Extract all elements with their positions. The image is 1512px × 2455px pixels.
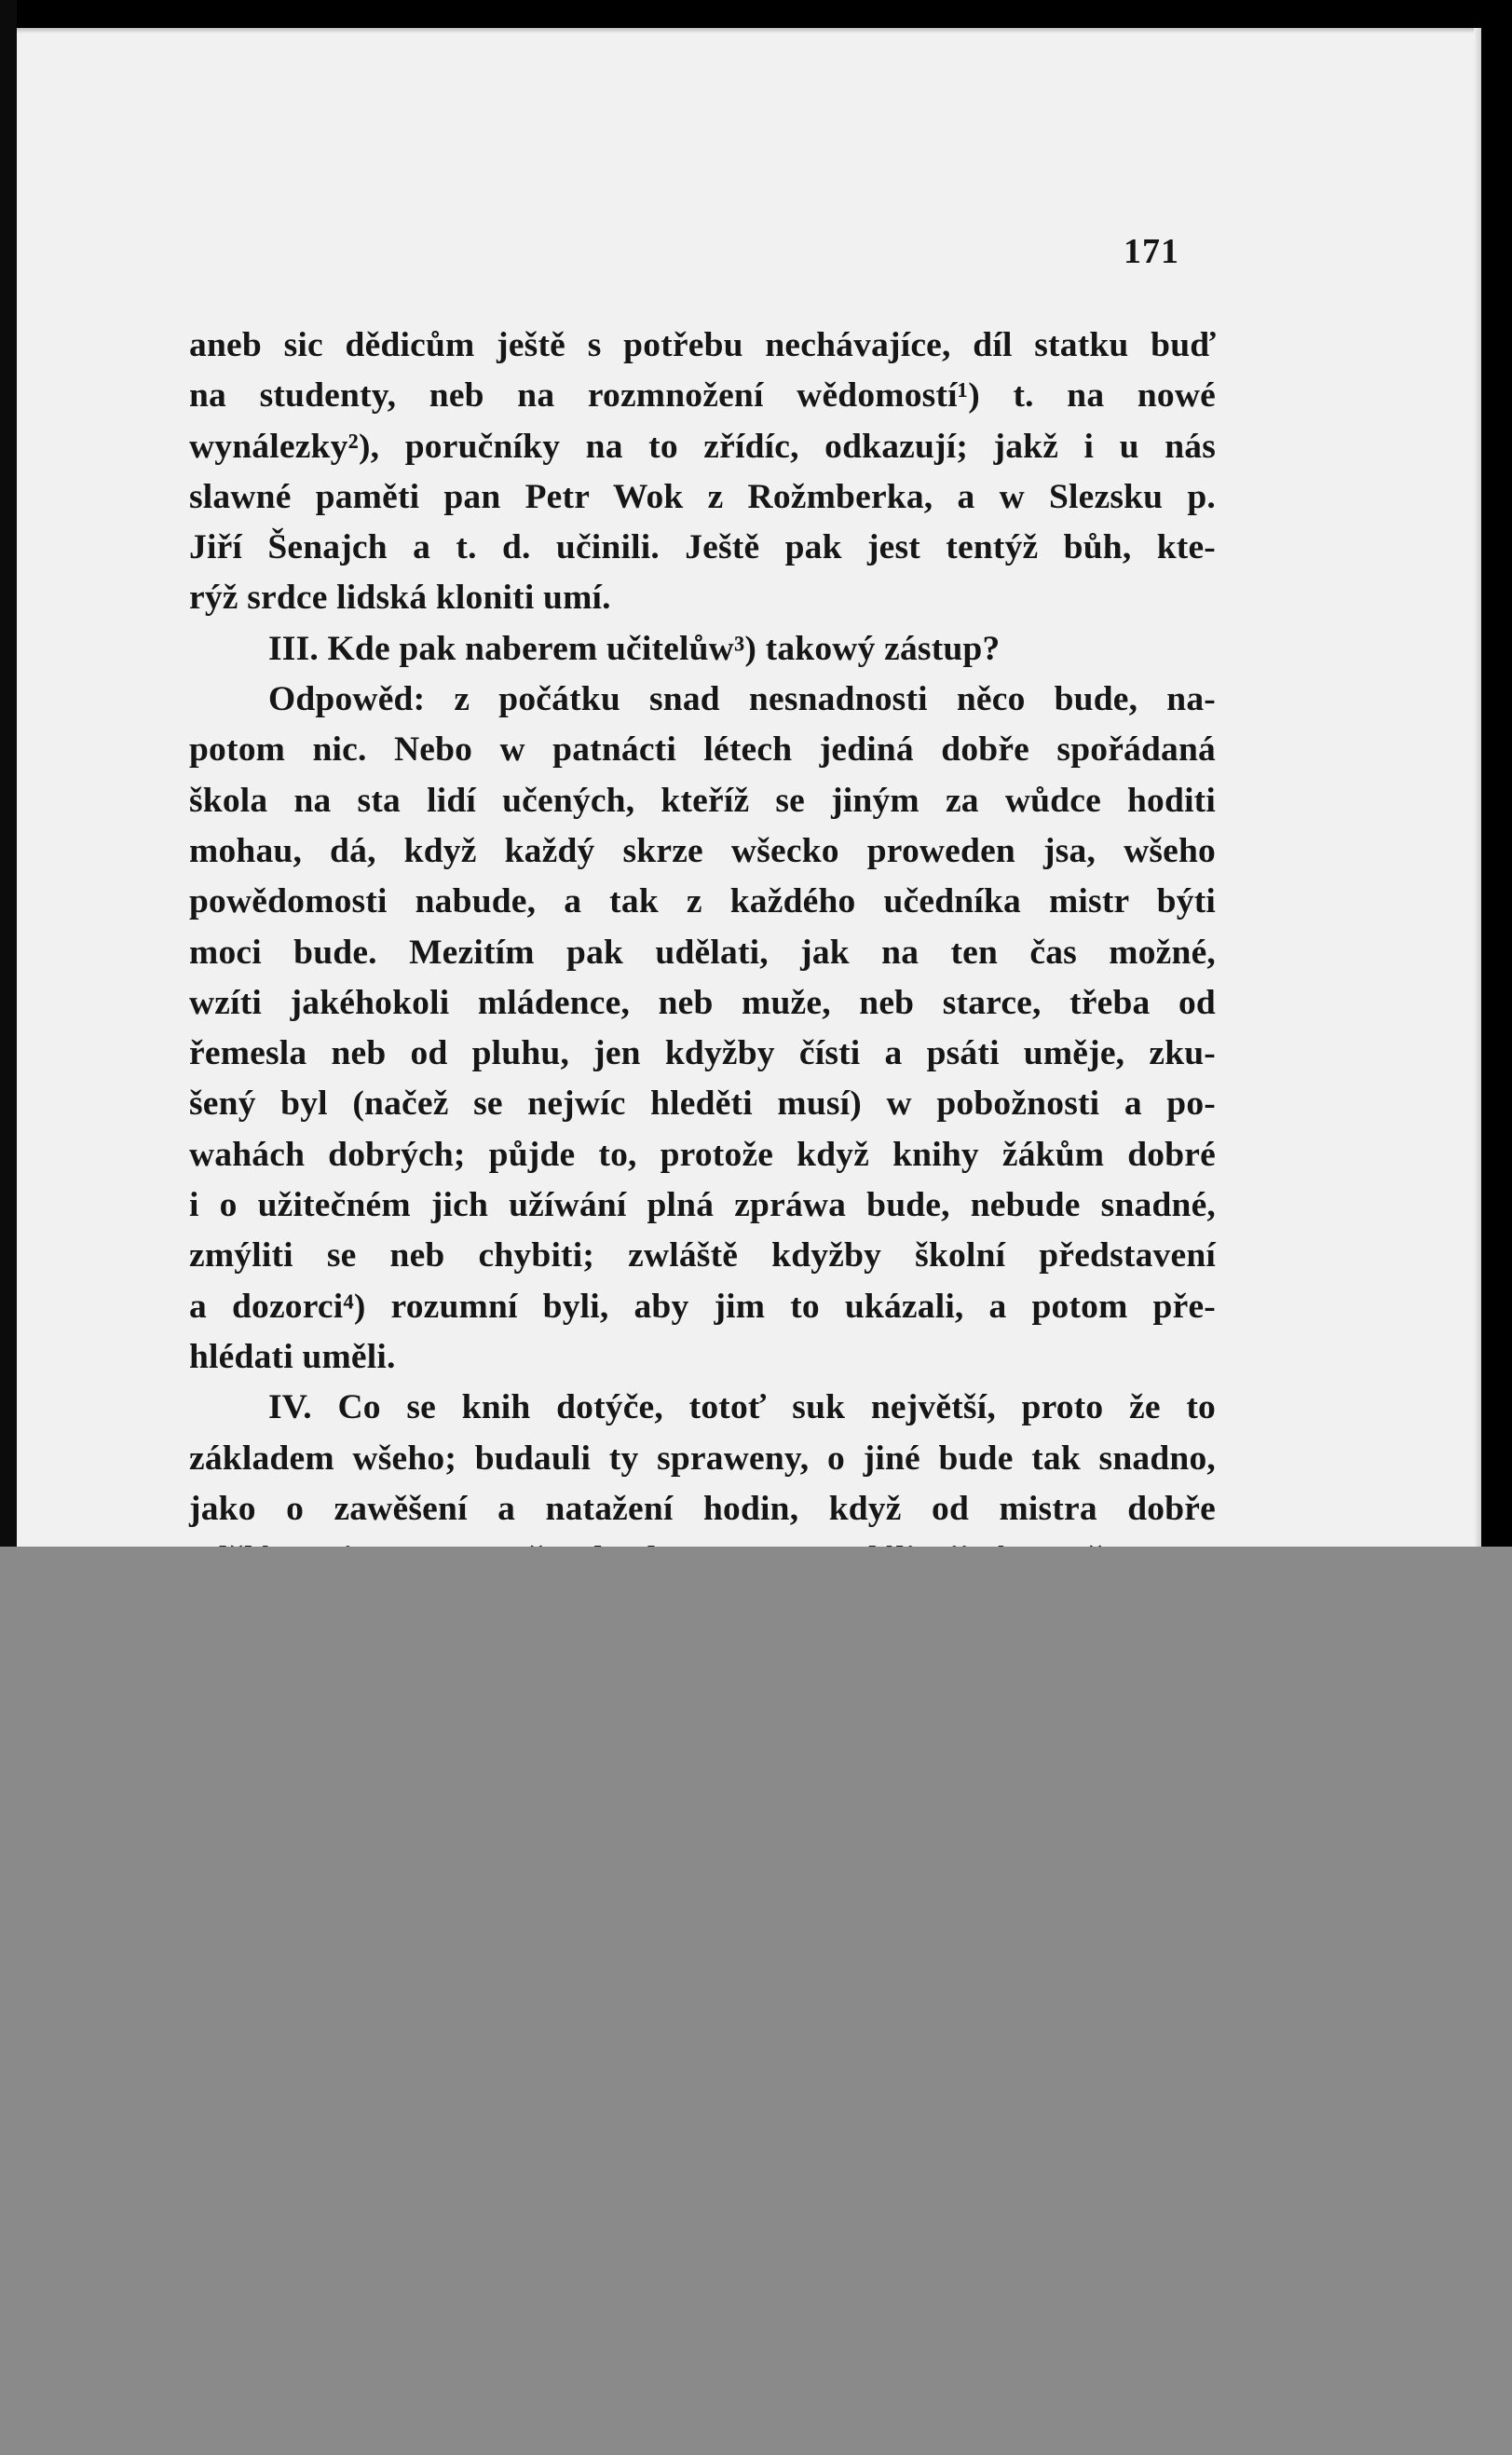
text-line: potom nic. Nebo w patnácti létech jediná dobře spořádaná — [189, 730, 1216, 770]
text-line: Jiří Šenajch a t. d. učinili. Ještě pak jest tentýž bůh, kte- — [189, 528, 1216, 567]
text-line: jako o zawěšení a natažení hodin, když od mistra dobře — [189, 1489, 1216, 1528]
text-line: zmýliti se neb chybiti; zwláště kdyžby školní představení — [189, 1236, 1216, 1275]
text-line: rýž srdce lidská kloniti umí. — [189, 579, 611, 618]
text-line: hlédati uměli. — [189, 1337, 396, 1376]
page-top-shadow — [17, 28, 1481, 34]
page-right-edge — [1474, 28, 1481, 1547]
book-page — [17, 28, 1481, 1547]
text-line: aneb sic dědicům ještě s potřebu nechávajíce, díl statku buď — [189, 326, 1216, 364]
page-number: 171 — [1124, 232, 1179, 271]
text-line: Odpowěd: z počátku snad nesnadnosti něco bude, na- — [268, 680, 1216, 719]
text-line: základem wšeho; budauli ty spraweny, o jiné bude tak snadno, — [189, 1439, 1216, 1478]
text-line: mohau, dá, když každý skrze wšecko proweden jsa, wšeho — [189, 831, 1216, 870]
text-line: škola na sta lidí učených, kteříž se jiným za wůdce hoditi — [189, 781, 1216, 820]
text-line: a dozorci⁴) rozumní byli, aby jim to ukázali, a potom pře- — [189, 1287, 1216, 1326]
section-heading-iv: IV. Co se knih dotýče, totoť suk největší, proto že to — [268, 1388, 1216, 1427]
text-line: powědomosti nabude, a tak z každého učedníka mistr býti — [189, 882, 1216, 921]
scan-gray-area — [0, 1547, 1512, 2455]
text-line: moci bude. Mezitím pak udělati, jak na ten čas možné, — [189, 933, 1216, 972]
page-text — [189, 321, 1216, 1666]
text-line: šený byl (načež se nejwíc hleděti musí) w pobožnosti a po- — [189, 1084, 1216, 1124]
text-line: wynálezky²), poručníky na to zřídíc, odkazují; jakž i u nás — [189, 427, 1216, 466]
text-line: řemesla neb od pluhu, jen kdyžby čísti a psáti uměje, zku- — [189, 1034, 1216, 1073]
text-line: na studenty, neb na rozmnožení wědomostí¹) t. na nowé — [189, 376, 1216, 416]
text-line: wzíti jakéhokoli mládence, neb muže, neb starce, třeba od — [189, 983, 1216, 1022]
text-line: slawné paměti pan Petr Wok z Rožmberka, a w Slezsku p. — [189, 477, 1216, 516]
section-heading-iii: III. Kde pak naberem učitelůw³) takowý zástup? — [268, 629, 1001, 668]
text-line: wahách dobrých; půjde to, protože když knihy žákům dobré — [189, 1135, 1216, 1174]
scan-left-border — [0, 0, 17, 1547]
text-line: i o užitečném jich užíwání plná zpráwa bude, nebude snadné, — [189, 1186, 1216, 1225]
